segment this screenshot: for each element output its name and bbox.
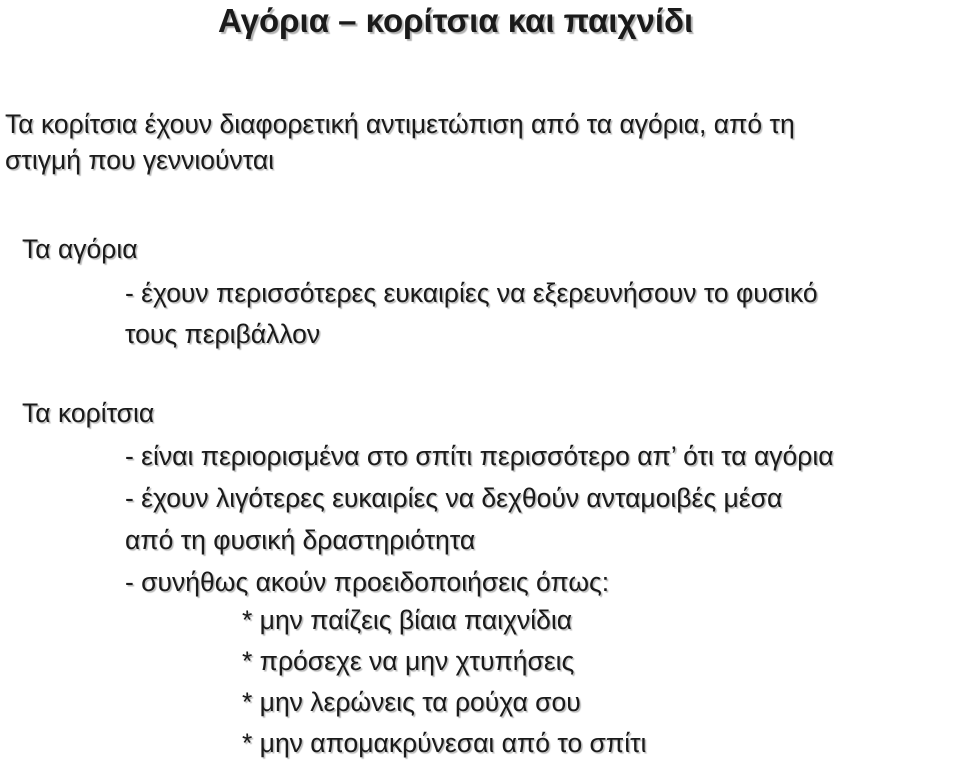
girls-point-3: - συνήθως ακούν προειδοποιήσεις όπως: xyxy=(125,567,610,597)
warning-item: * πρόσεχε να μην χτυπήσεις xyxy=(242,646,575,676)
girls-point-2-line-2: από τη φυσική δραστηριότητα xyxy=(125,525,476,555)
girls-point-2-line-1: - έχουν λιγότερες ευκαιρίες να δεχθούν ανταμοιβές μέσα xyxy=(125,483,783,513)
page-title: Αγόρια – κορίτσια και παιχνίδι xyxy=(218,2,694,39)
warning-item: * μην λερώνεις τα ρούχα σου xyxy=(242,687,581,717)
warning-item: * μην απομακρύνεσαι από το σπίτι xyxy=(242,728,647,758)
intro-line-1: Τα κορίτσια έχουν διαφορετική αντιμετώπιση από τα αγόρια, από τη xyxy=(5,109,795,139)
warning-item: * μην παίζεις βίαια παιχνίδια xyxy=(242,605,573,635)
boys-heading: Τα αγόρια xyxy=(22,234,138,264)
boys-point-1-line-1: - έχουν περισσότερες ευκαιρίες να εξερευνήσουν το φυσικό xyxy=(125,278,818,308)
girls-heading: Τα κορίτσια xyxy=(22,398,155,428)
girls-point-1: - είναι περιορισμένα στο σπίτι περισσότερο απ’ ότι τα αγόρια xyxy=(125,441,834,471)
intro-line-2: στιγμή που γεννιούνται xyxy=(5,145,275,175)
boys-point-1-line-2: τους περιβάλλον xyxy=(125,319,321,349)
